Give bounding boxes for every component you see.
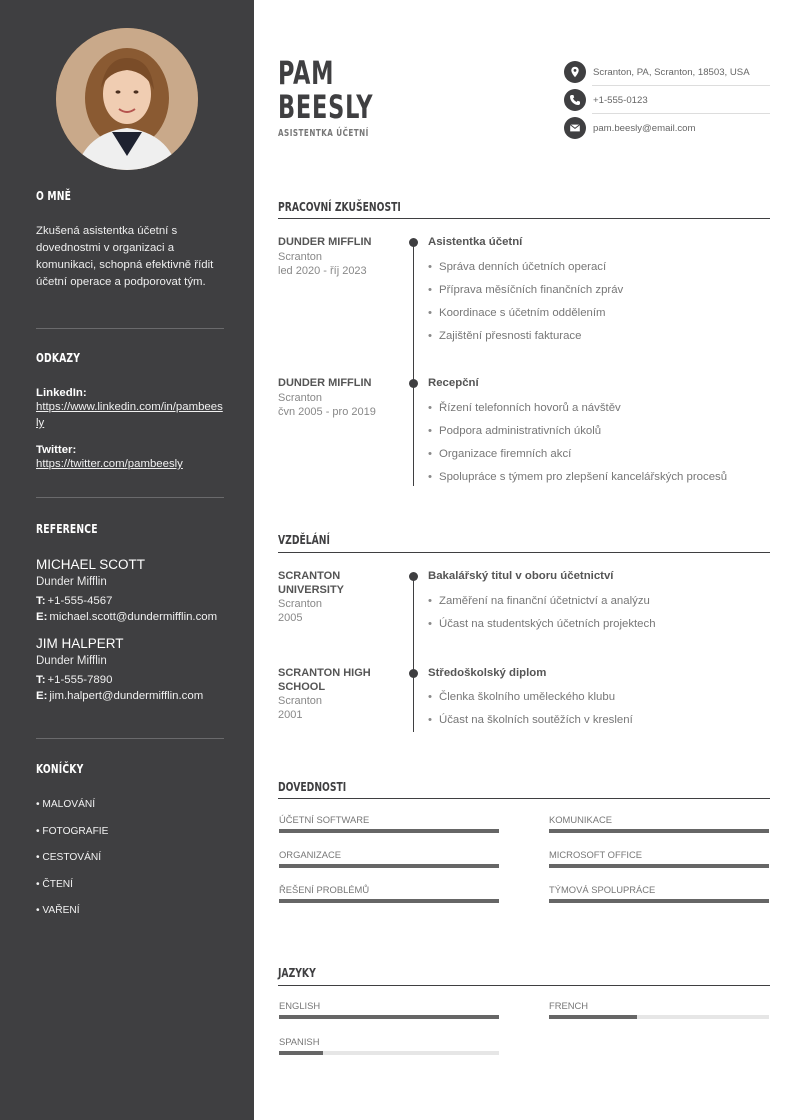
skill-level-bar xyxy=(279,864,499,868)
school-name: SCRANTON UNIVERSITY xyxy=(278,570,345,596)
timeline-dot xyxy=(409,669,418,678)
skills-heading: DOVEDNOSTI xyxy=(278,779,347,794)
skill-level-bar xyxy=(549,864,769,868)
language-name: FRENCH xyxy=(549,1000,589,1011)
language-level-bar xyxy=(279,1051,499,1055)
address-text: Scranton, PA, Scranton, 18503, USA xyxy=(593,66,750,78)
language-name: SPANISH xyxy=(279,1036,320,1047)
skill-level-fill xyxy=(549,829,769,833)
phone-label: T: xyxy=(36,674,46,686)
linkedin-link[interactable]: https://www.linkedin.com/in/pambeesly xyxy=(36,401,223,429)
skill-item xyxy=(279,814,499,825)
experience-org xyxy=(278,377,398,419)
school-location: Scranton xyxy=(278,695,323,707)
hobby-item: • VAŘENÍ xyxy=(36,905,80,916)
reference-phone: +1-555-7890 xyxy=(47,674,113,686)
reference-name: JIM HALPERT xyxy=(36,636,124,651)
responsibility-item: • Spolupráce s týmem pro zlepšení kancelářských procesů xyxy=(428,471,727,483)
skill-level-bar xyxy=(549,899,769,903)
employment-dates: čvn 2005 - pro 2019 xyxy=(278,405,376,418)
degree-title: Bakalářský titul v oboru účetnictví xyxy=(428,570,614,582)
responsibility-item: • Správa denních účetních operací xyxy=(428,261,606,273)
education-detail: • Zaměření na finanční účetnictví a analýzu xyxy=(428,595,650,607)
phone-label: T: xyxy=(36,595,46,607)
divider xyxy=(36,497,224,498)
language-item xyxy=(279,1036,499,1047)
reference-item xyxy=(36,556,224,625)
responsibility-item: • Příprava měsíčních finančních zpráv xyxy=(428,284,623,296)
email-link[interactable]: pam.beesly@email.com xyxy=(593,122,696,134)
education-detail: • Členka školního uměleckého klubu xyxy=(428,691,615,703)
skill-name: TÝMOVÁ SPOLUPRÁCE xyxy=(549,884,656,895)
email-label: E: xyxy=(36,690,48,702)
name-heading xyxy=(278,56,373,124)
skill-item xyxy=(549,814,769,825)
email-icon xyxy=(564,117,586,139)
education-school xyxy=(278,570,398,625)
responsibility-item: • Řízení telefonních hovorů a návštěv xyxy=(428,402,621,414)
skill-level-fill xyxy=(279,899,499,903)
references-section xyxy=(36,521,224,704)
last-name: BEESLY xyxy=(278,88,374,126)
skill-level-fill xyxy=(549,864,769,868)
skill-level-bar xyxy=(279,899,499,903)
contact-address xyxy=(564,58,770,86)
school-name: SCRANTON HIGH SCHOOL xyxy=(278,667,371,693)
profile-photo xyxy=(56,28,198,170)
hobby-item: • CESTOVÁNÍ xyxy=(36,852,102,863)
responsibility-item: • Koordinace s účetním oddělením xyxy=(428,307,606,319)
hobby-item: • FOTOGRAFIE xyxy=(36,825,109,837)
skill-name: ORGANIZACE xyxy=(279,849,341,860)
position-title: Recepční xyxy=(428,377,479,389)
phone-text: +1-555-0123 xyxy=(593,94,648,106)
contact-email xyxy=(564,114,770,142)
phone-icon xyxy=(564,89,586,111)
skill-level-fill xyxy=(549,899,769,903)
divider xyxy=(36,738,224,739)
about-text: Zkušená asistentka účetní s dovednostmi v organizaci a komunikaci, schopná efektivně řídit účetní operace a podporovat tým. xyxy=(36,225,214,288)
skill-item xyxy=(549,884,769,895)
hobbies-heading: KONÍČKY xyxy=(36,761,84,776)
skill-level-bar xyxy=(279,829,499,833)
timeline-dot xyxy=(409,238,418,247)
company-location: Scranton xyxy=(278,391,323,404)
experience-org xyxy=(278,236,398,278)
skill-name: KOMUNIKACE xyxy=(549,814,613,825)
section-rule xyxy=(278,218,770,219)
hobby-item: • MALOVÁNÍ xyxy=(36,799,96,810)
position-title: Asistentka účetní xyxy=(428,236,523,248)
languages-heading: JAZYKY xyxy=(278,965,316,980)
contact-phone xyxy=(564,86,770,114)
divider xyxy=(36,328,224,329)
reference-phone: +1-555-4567 xyxy=(47,595,113,607)
timeline-dot xyxy=(409,572,418,581)
reference-email: michael.scott@dundermifflin.com xyxy=(49,611,218,623)
skill-level-bar xyxy=(549,829,769,833)
skill-item xyxy=(549,849,769,860)
reference-company: Dunder Mifflin xyxy=(36,655,107,667)
language-level-fill xyxy=(549,1015,637,1019)
skill-level-fill xyxy=(279,829,499,833)
links-section xyxy=(36,350,224,472)
location-pin-icon xyxy=(564,61,586,83)
timeline-line xyxy=(413,576,414,732)
hobbies-section xyxy=(36,761,224,931)
timeline-dot xyxy=(409,379,418,388)
skill-item xyxy=(279,884,499,895)
references-heading: REFERENCE xyxy=(36,521,98,536)
company-name: DUNDER MIFFLIN xyxy=(278,236,372,248)
first-name: PAM xyxy=(278,54,335,92)
section-rule xyxy=(278,552,770,553)
education-heading: VZDĚLÁNÍ xyxy=(278,532,330,547)
education-detail: • Účast na školních soutěžích v kreslení xyxy=(428,714,633,726)
about-section xyxy=(36,188,224,291)
timeline-line xyxy=(413,242,414,486)
email-label: E: xyxy=(36,611,48,623)
section-rule xyxy=(278,798,770,799)
twitter-link[interactable]: https://twitter.com/pambeesly xyxy=(36,458,183,470)
reference-email: jim.halpert@dundermifflin.com xyxy=(49,690,204,702)
hobby-item: • ČTENÍ xyxy=(36,878,73,890)
sidebar xyxy=(0,0,254,1120)
reference-company: Dunder Mifflin xyxy=(36,576,107,588)
responsibility-item: • Organizace firemních akcí xyxy=(428,448,571,460)
degree-title: Středoškolský diplom xyxy=(428,667,547,679)
job-title: ASISTENTKA ÚČETNÍ xyxy=(278,128,369,139)
language-item xyxy=(549,1000,769,1011)
about-heading: O MNĚ xyxy=(36,188,72,203)
language-level-bar xyxy=(549,1015,769,1019)
language-level-fill xyxy=(279,1015,499,1019)
skill-level-fill xyxy=(279,864,499,868)
language-level-fill xyxy=(279,1051,323,1055)
company-location: Scranton xyxy=(278,250,323,263)
skill-name: ŘEŠENÍ PROBLÉMŮ xyxy=(279,884,370,895)
twitter-label: Twitter: xyxy=(36,444,77,456)
links-heading: ODKAZY xyxy=(36,350,81,365)
skill-name: MICROSOFT OFFICE xyxy=(549,849,643,860)
skill-name: ÚČETNÍ SOFTWARE xyxy=(279,814,370,825)
graduation-year: 2001 xyxy=(278,709,303,721)
responsibility-item: • Podpora administrativních úkolů xyxy=(428,425,601,437)
experience-heading: PRACOVNÍ ZKUŠENOSTI xyxy=(278,199,401,214)
company-name: DUNDER MIFFLIN xyxy=(278,377,372,389)
employment-dates: led 2020 - říj 2023 xyxy=(278,264,367,277)
responsibility-item: • Zajištění přesnosti fakturace xyxy=(428,330,581,342)
reference-name: MICHAEL SCOTT xyxy=(36,557,146,572)
reference-item xyxy=(36,635,224,704)
skill-item xyxy=(279,849,499,860)
language-level-bar xyxy=(279,1015,499,1019)
section-rule xyxy=(278,985,770,986)
linkedin-label: LinkedIn: xyxy=(36,387,87,399)
education-detail: • Účast na studentských účetních projektech xyxy=(428,618,656,630)
graduation-year: 2005 xyxy=(278,612,303,624)
language-name: ENGLISH xyxy=(279,1000,321,1011)
education-school xyxy=(278,667,398,722)
language-item xyxy=(279,1000,499,1011)
school-location: Scranton xyxy=(278,598,323,610)
